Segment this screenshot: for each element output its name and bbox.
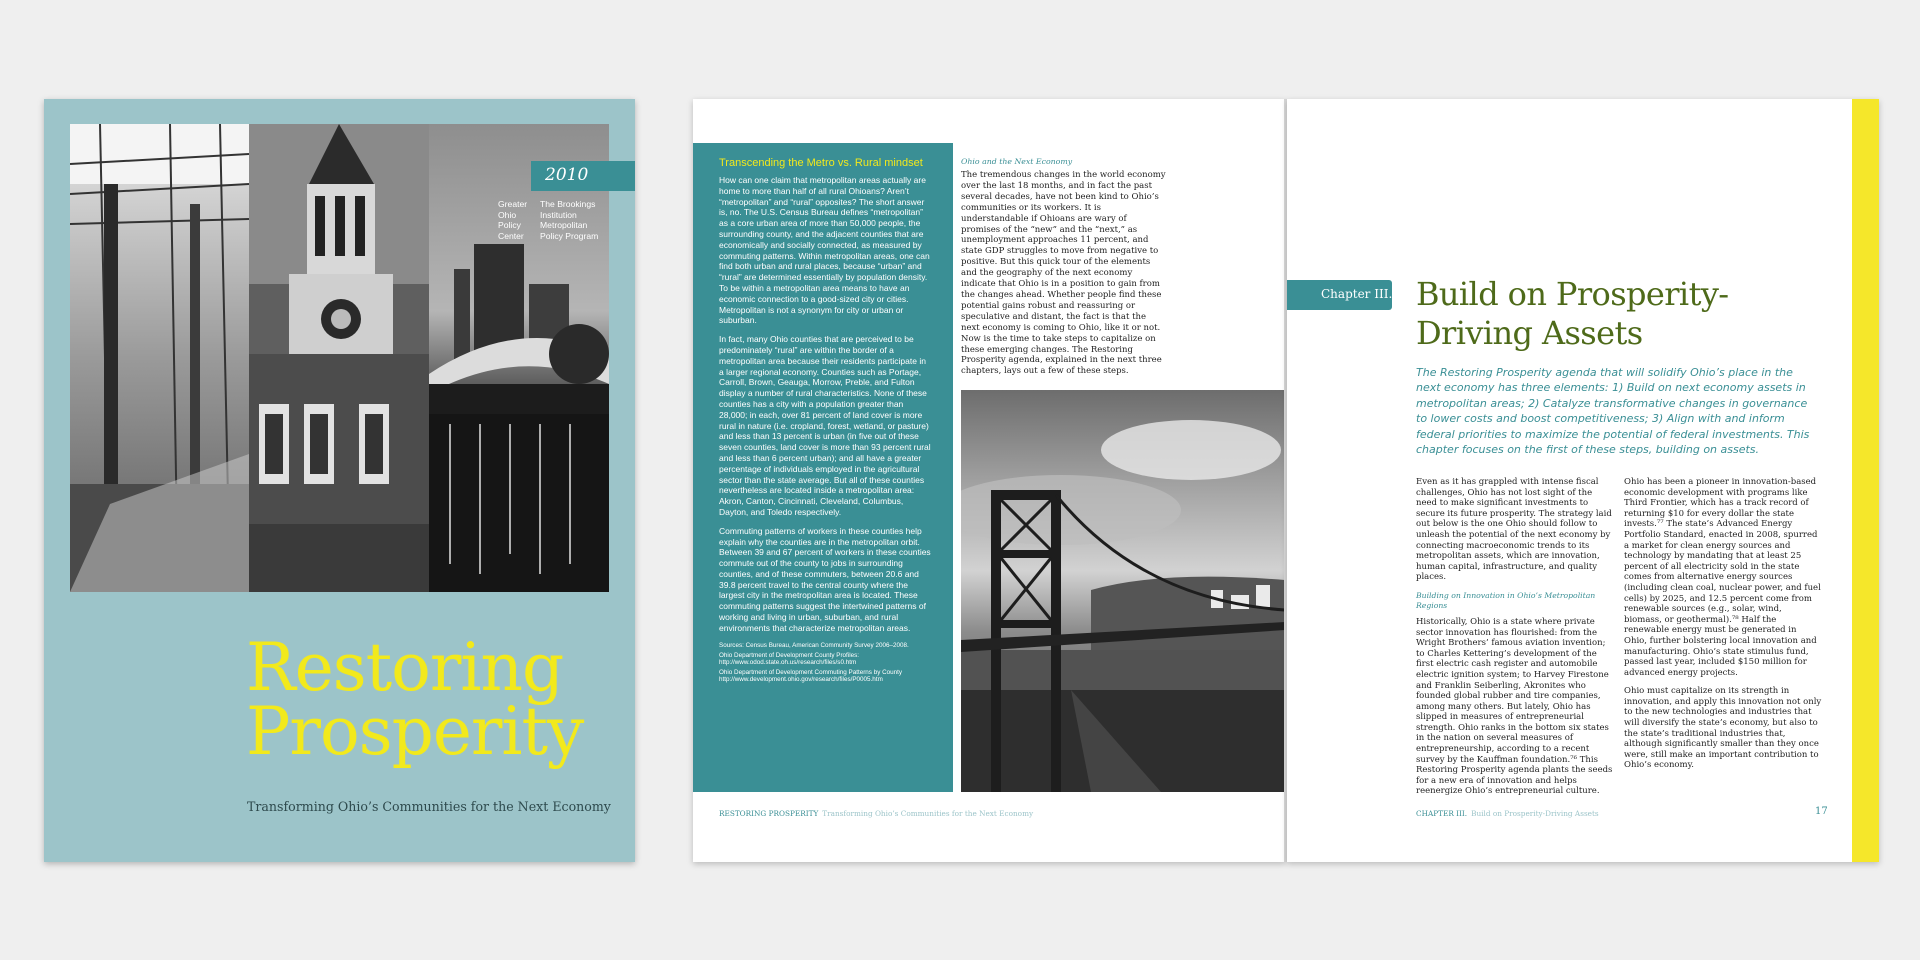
spread-left-page — [693, 99, 1285, 862]
brick-tower-photo — [249, 124, 429, 592]
sidebar-paragraph: In fact, many Ohio counties that are perceived to be predominately “rural” are within the border of a metropolitan area because their residents participate in a larger regional economy. Counties such as Portage, Carroll, Brown, Geauga, Morrow, Preble, and Fulton display a number of rural characteristics. None of these counties has a city with a population greater than 28,000; in each, over 81 percent of land cover is more rural in nature (i.e. cropland, forest, wetland, or pasture) and less than 13 percent is urban (in five out of these seven counties, land cover is more than 93 percent rural and less than 6 percent urban); and all have a greater percentage of individuals employed in the agricultural sector than the state average. But all of these counties nevertheless are located inside a metropolitan area: Akron, Canton, Cincinnati, Cleveland, Columbus, Dayton, and Toledo respectively. — [719, 334, 931, 517]
running-footer — [1416, 809, 1599, 818]
body-paragraph: Ohio has been a pioneer in innovation-based economic development with programs like Third Frontier, which has a track record of returning $10 for every dollar the state invests.⁷⁷ The state’s Advanced Energy Portfolio Standard, enacted in 2008, spurred a market for clean energy sources and technology by mandating that at least 25 percent of all electricity sold in the state comes from alternative energy sources (including clean coal, nuclear power, and fuel cells) by 2025, and 12.5 percent come from renewable sources (e.g., solar, wind, biomass, or geothermal).⁷⁸ Half the renewable energy must be generated in Ohio, further bolstering local innovation and manufacturing. Ohio’s state stimulus fund, passed last year, included $150 million for advanced energy projects. — [1624, 477, 1821, 678]
chapter-intro: The Restoring Prosperity agenda that will solidify Ohio’s place in the next economy has three elements: 1) Build on next economy assets in metropolitan areas; 2) Catalyze transformative changes in governance to lower costs and boost competitiveness; 3) Align with and inform federal priorities to maximize the potential of federal investments. This chapter focuses on the first of these steps, building on assets. — [1416, 366, 1810, 457]
page-number: 17 — [1815, 806, 1828, 817]
org-line: Center — [498, 230, 524, 241]
body-column-left — [1416, 477, 1614, 805]
sidebar-paragraph: Commuting patterns of workers in these counties help explain why the counties are in the metropolitan orbit. Between 39 and 67 percent of workers in these counties commute out of the county to jobs in surrounding counties, and of these commuters, between 20.6 and 39.8 percent travel to the central county where the largest city in the metropolitan area is located. These commuting patterns suggest the intertwined patterns of working and living in urban, suburban, and rural environments that characterize metropolitan areas. — [719, 525, 931, 633]
sidebar-source: Ohio Department of Development Commuting Patterns by County http://www.development.ohio.gov/research/files/P0005.htm — [719, 669, 903, 684]
sidebar-title: Transcending the Metro vs. Rural mindset — [719, 157, 923, 169]
city-bridge-photo — [429, 124, 609, 592]
body-column-right — [1624, 477, 1822, 779]
chapter-title — [1416, 275, 1836, 353]
cover-title-line2: Prosperity — [246, 693, 584, 770]
footer-subtitle: Transforming Ohio’s Communities for the Next Economy — [822, 809, 1034, 818]
chapter-tab: Chapter III. — [1287, 280, 1392, 310]
org-line: Policy — [498, 220, 521, 231]
org-line: Ohio — [498, 209, 517, 220]
bridge-photo — [961, 390, 1285, 792]
body-paragraph: The tremendous changes in the world economy over the last 18 months, and in fact the past several decades, have not been kind to Ohio’s communities or its workers. It is understandable if Ohioans are wary of promises of the “new” and the “next,” as unemployment approaches 11 percent, and state GDP struggles to move from negative to positive. But this quick tour of the elements and the geography of the next economy indicate that Ohio is in a position to gain from the changes ahead. Whether people find these potential gains robust and reassuring or speculative and distant, the fact is that the next economy is coming to Ohio, like it or not. Now is the time to take steps to capitalize on these emerging changes. The Restoring Prosperity agenda, explained in the next three chapters, lays out a few of these steps. — [961, 170, 1166, 377]
org-line: Institution — [540, 209, 577, 220]
body-column — [961, 157, 1166, 377]
running-footer — [719, 809, 1033, 818]
spread-right-page — [1287, 99, 1879, 862]
footer-chapter: CHAPTER III. — [1416, 809, 1468, 818]
sidebar-box — [693, 143, 953, 792]
chapter-title-line2: Driving Assets — [1416, 314, 1643, 352]
sidebar-paragraph: How can one claim that metropolitan areas actually are home to more than half of all rural Ohioans? Aren’t “metropolitan” and “rural” opposites? The short answer is, no. The U.S. Census Bureau defines “metropolitan” as a core urban area of more than 50,000 people, the surrounding county, and the adjacent counties that are economically and socially connected, as measured by commuting patterns. Within metropolitan areas, one can find both urban and rural places, because “urban” and “rural” are determined essentially by population density. To be within a metropolitan area means to have an economic connection to a good-sized city or cities. Metropolitan is not a synonym for city or urban or suburban. — [719, 175, 930, 326]
sidebar-source: Sources: Census Bureau, American Community Survey 2006–2008. — [719, 641, 909, 649]
body-paragraph: Ohio must capitalize on its strength in innovation, and apply this innovation not only to the new technologies and industries that will diversify the state’s economy, but also to the state’s traditional industries that, although significantly smaller than they once were, still make an important contribution to Ohio’s economy. — [1624, 686, 1822, 771]
chapter-title-line1: Build on Prosperity- — [1416, 275, 1729, 313]
org-line: The Brookings — [540, 199, 596, 209]
cover-title-line1: Restoring — [246, 629, 564, 706]
body-paragraph: Even as it has grappled with intense fiscal challenges, Ohio has not lost sight of the need to make significant investments to secure its future prosperity. The strategy laid out below is the one Ohio should follow to unleash the potential of the next economy by connecting macroeconomic trends to its metropolitan assets, which are innovation, human capital, infrastructure, and quality places. — [1416, 477, 1612, 583]
cover-title — [246, 629, 636, 770]
section-kicker: Ohio and the Next Economy — [961, 157, 1073, 166]
footer-chapter-title: Build on Prosperity-Driving Assets — [1471, 809, 1599, 818]
cover-subtitle: Transforming Ohio’s Communities for the Next Economy — [247, 799, 611, 814]
cover-photo-strip — [70, 124, 609, 592]
org-line: Policy Program — [540, 230, 599, 241]
org-brookings — [540, 199, 598, 241]
body-paragraph: Historically, Ohio is a state where private sector innovation has flourished: from the Wright Brothers’ famous aviation invention; to Charles Kettering’s development of the first electric cash register and automobile electric ignition system; to Harvey Firestone and Franklin Seiberling, Akronites who founded global rubber and tire companies, among many others. But lately, Ohio has slipped in measures of entrepreneurial strength. Ohio ranks in the bottom six states in the nation on several measures of entrepreneurship, according to a recent survey by the Kauffman foundation.⁷⁶ This Restoring Prosperity agenda plants the seeds for a new era of innovation and helps reenergize Ohio’s entrepreneurial culture. — [1416, 616, 1613, 797]
report-cover — [44, 99, 635, 862]
section-kicker: Building on Innovation in Ohio’s Metropolitan Regions — [1416, 590, 1596, 610]
year-tab: 2010 — [531, 161, 635, 191]
footer-publication: RESTORING PROSPERITY — [719, 809, 819, 818]
org-line: Metropolitan — [540, 220, 588, 231]
org-greater-ohio — [498, 199, 527, 241]
sidebar-source: Ohio Department of Development County Profiles: http://www.odod.state.oh.us/research/files/s0.htm — [719, 651, 859, 667]
yellow-edge-bar — [1852, 99, 1879, 862]
warehouse-interior-photo — [70, 124, 249, 592]
org-line: Greater — [498, 199, 528, 209]
